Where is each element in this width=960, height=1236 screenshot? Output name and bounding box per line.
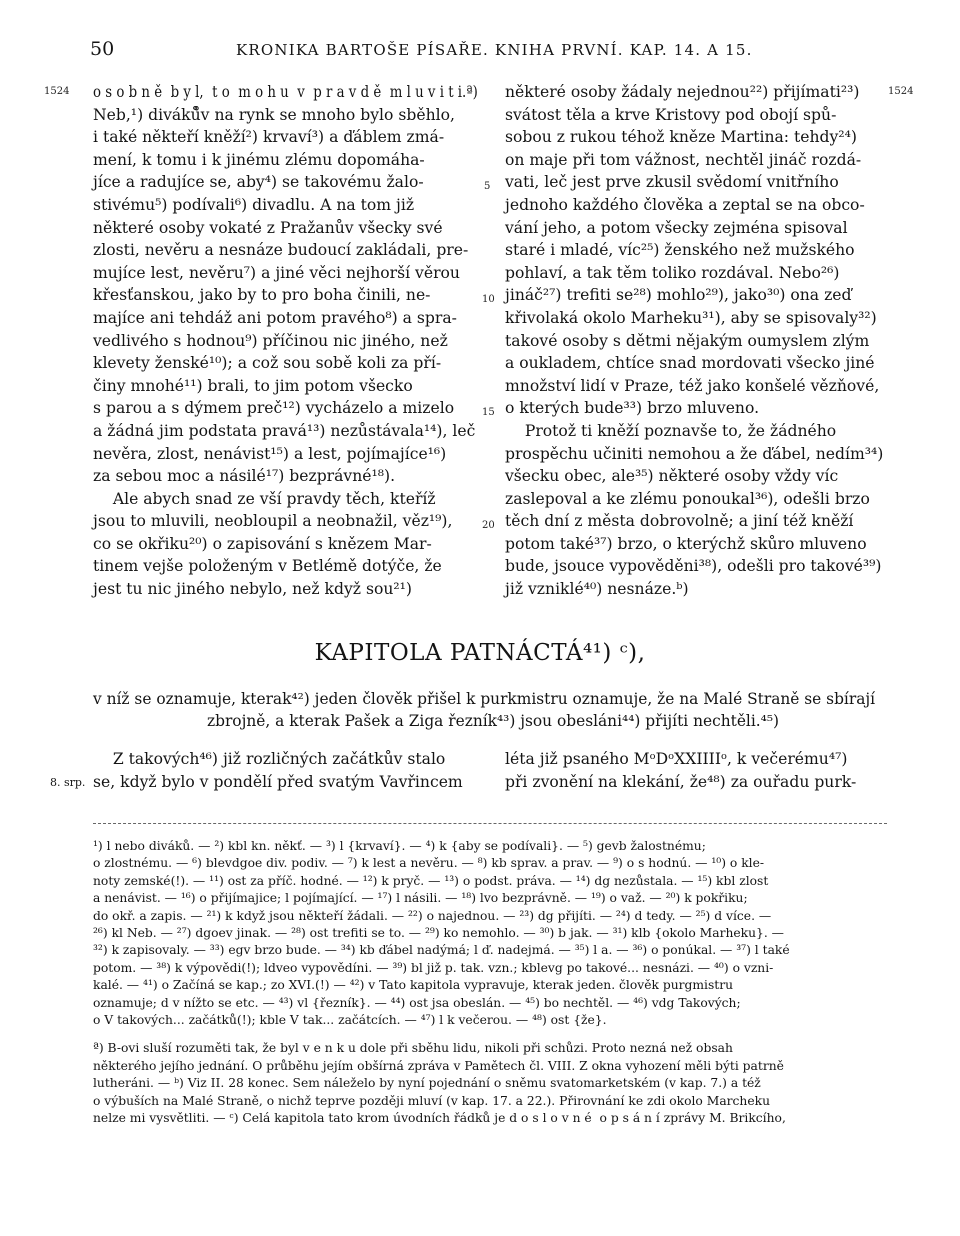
text-line: činy mnohé¹¹) brali, to jim potom všecko	[93, 376, 413, 395]
margin-year-left: 1524	[44, 86, 70, 97]
line-number-20: 20	[482, 520, 495, 531]
summary-line: zbrojně, a kterak Pašek a Ziga řezník⁴³) jsou obesláni⁴⁴) přijíti nechtěli.⁴⁵)	[206, 712, 780, 730]
text-line: a žádná jim podstata pravá¹³) nezůstávala¹⁴), leč	[93, 421, 476, 440]
text-line: Protož ti kněží poznavše to, že žádného	[505, 421, 837, 440]
chapter-intro-right	[505, 748, 887, 793]
line-number-5: 5	[484, 181, 491, 192]
chapter-intro-left	[93, 748, 478, 793]
text-line: léta již psaného MᵒDᵒXXIIIIᵒ, k večerému⁴⁷)	[505, 750, 848, 768]
text-line: zaslepoval a ke zlému ponoukal³⁶), odešli brzo	[505, 489, 870, 508]
text-line: těch dní z města dobrovolně; a jiní též kněží	[505, 512, 854, 531]
text-line: při zvonění na klekání, že⁴⁸) za ouřadu purk-	[505, 772, 857, 791]
text-line: se, když bylo v pondělí před svatým Vavřincem	[93, 772, 463, 791]
text-line: křivolaká okolo Marheku³¹), aby se spisovaly³²)	[505, 308, 877, 327]
text-line: potom také³⁷) brzo, o kterýchž skůro mluveno	[505, 534, 867, 553]
page-number: 50	[90, 38, 115, 60]
text-line: Z takových⁴⁶) již rozličných začátkův stalo	[93, 750, 446, 768]
note-line: některého jejího jednání. O průběhu jejím obšírná zpráva v Pamětech čl. VIII. Z okna vyhození měli býti patrně	[93, 1058, 784, 1073]
text-line: i také někteří kněží²) krvaví³) a ďáblem zmá-	[93, 128, 445, 147]
text-line: již vzniklé⁴⁰) nesnáze.ᵇ)	[505, 580, 689, 599]
text-line: Neb,¹) diváků̊v na rynk se mnoho bylo sběhlo,	[93, 105, 455, 124]
text-line: svátost těla a krve Kristovy pod obojí spů-	[505, 105, 837, 124]
text-line: křesťanskou, jako by to pro boha činili, ne-	[93, 286, 431, 305]
text-line: stivému⁵) podívali⁶) divadlu. A na tom již	[93, 195, 415, 214]
note-line: o výbuších na Malé Straně, o nichž teprve později mluví (v kap. 17. a 22.). Přirovnání ke zdi okolo Marcheku	[93, 1093, 770, 1108]
footnote-line: ²⁶) kl Neb. — ²⁷) dgoev jinak. — ²⁸) ost trefiti se to. — ²⁹) ko nemohlo. — ³⁰) b jak. — ³¹) klb {okolo Marheku}. —	[93, 926, 784, 941]
text-line: mení, k tomu i k jinému zlému dopomáha-	[93, 150, 425, 169]
text-line: a oukladem, chtíce snad mordovati všecko jiné	[505, 354, 875, 373]
footnote-line: a nenávist. — ¹⁶) o přijímajice; l pojímající. — ¹⁷) l násili. — ¹⁸) lvo bezprávně. — ¹⁹) o važ. — ²⁰) k pokřiku;	[93, 891, 748, 906]
footnote-line: ³²) k zapisovaly. — ³³) egv brzo bude. — ³⁴) kb ďábel nadýmá; l ď. nadejmá. — ³⁵) l a. — ³⁶) o ponúkal. — ³⁷) l také	[93, 943, 790, 958]
footnote-line: o V takových... začátků(!); kble V tak... začátcích. — ⁴⁷) l k večerou. — ⁴⁸) ost {že}.	[93, 1013, 607, 1028]
text-line: bude, jsouce vypověděni³⁸), odešli pro takové³⁹)	[505, 557, 882, 576]
chapter-summary	[93, 688, 893, 732]
text-line: množství lidí v Praze, též jako konšelé vězňové,	[505, 376, 880, 395]
note-line: ª) B-ovi sluší rozuměti tak, že byl v e n k u dole při sběhu lidu, nikoli při schůzi. Proto nezná než obsah	[93, 1041, 733, 1055]
summary-line: v níž se oznamuje, kterak⁴²) jeden člověk přišel k purkmistru oznamuje, že na Malé Straně se sbírají	[93, 690, 876, 708]
text-line: některé osoby žádaly nejednou²²) přijímati²³)	[505, 83, 860, 101]
text-line: prospěchu učiniti nemohou a že ďábel, nedím³⁴)	[505, 444, 884, 463]
line-number-10: 10	[482, 294, 495, 305]
text-line: jest tu nic jiného nebylo, než když sou²¹)	[93, 580, 412, 599]
running-head: KRONIKA BARTOŠE PÍSAŘE. KNIHA PRVNÍ. KAP. 14. A 15.	[236, 41, 753, 59]
text-line: jednoho každého člověka a zeptal se na obco-	[505, 195, 865, 214]
page-header	[86, 38, 878, 62]
text-line: majíce ani tehdáž ani potom pravého⁸) a spra-	[93, 308, 457, 327]
chapter-title: KAPITOLA PATNÁCTÁ⁴¹) ᶜ),	[314, 640, 646, 666]
right-column	[505, 81, 887, 601]
text-line: o s o b n ě b y l, t o m o h u v p r a v d ě m l u v i t i.ª)	[93, 83, 478, 101]
text-line: staré i mladé, víc²⁵) ženského než mužského	[505, 241, 855, 260]
text-line: o kterých bude³³) brzo mluveno.	[505, 399, 760, 418]
text-line: zlosti, nevěru a nesnáze budoucí zakládali, pre-	[93, 241, 469, 260]
footnote-line: do okř. a zapis. — ²¹) k když jsou někteří žádali. — ²²) o najednou. — ²³) dg přijíti. — ²⁴) d tedy. — ²⁵) d více. —	[93, 908, 772, 923]
footnote-line: noty zemské(!). — ¹¹) ost za příč. hodné. — ¹²) k pryč. — ¹³) o podst. práva. — ¹⁴) dg nezůstala. — ¹⁵) kbl zlost	[93, 873, 769, 888]
text-line: sobou z rukou téhož kněze Martina: tehdy²⁴)	[505, 128, 857, 147]
text-line: nevěra, zlost, nenávist¹⁵) a lest, pojímajíce¹⁶)	[93, 444, 447, 463]
left-column	[93, 81, 478, 601]
editorial-notes	[93, 1040, 893, 1128]
text-line: všecku obec, ale³⁵) některé osoby vždy víc	[505, 467, 839, 486]
text-line: vedlivého s hodnou⁹) příčinou nic jiného, než	[93, 331, 448, 350]
text-line: jináč²⁷) trefiti se²⁸) mohlo²⁹), jako³⁰) ona zeď	[505, 286, 852, 305]
text-line: jsou to mluvili, neobloupil a neobnažil, věz¹⁹),	[93, 512, 453, 531]
text-line: za sebou moc a násilé¹⁷) bezprávné¹⁸).	[93, 467, 396, 486]
margin-date: 8. srp.	[50, 776, 86, 789]
text-line: jíce a radujíce se, aby⁴) se takovému žalo-	[93, 173, 424, 192]
variant-footnotes	[93, 838, 893, 1029]
footnote-line: ¹) l nebo diváků. — ²) kbl kn. někť. — ³) l {krvaví}. — ⁴) k {aby se podívali}. — ⁵) gevb žalostnému;	[93, 839, 706, 853]
margin-year-right: 1524	[888, 86, 914, 97]
footnote-line: kalé. — ⁴¹) o Začíná se kap.; zo XVI.(!) — ⁴²) v Tato kapitola vypravuje, kterak jeden. člověk purgmistru	[93, 978, 734, 993]
text-line: on maje při tom vážnost, nechtěl jináč rozdá-	[505, 150, 862, 169]
note-line: nelze mi vysvětliti. — ᶜ) Celá kapitola tato krom úvodních řádků je d o s l o v n é o p s á n í zprávy M. Brikcího,	[93, 1111, 786, 1126]
text-line: vání jeho, a potom všecky zejména spisoval	[505, 218, 848, 237]
text-line: takové osoby s dětmi nějakým oumyslem zlým	[505, 331, 870, 350]
footnote-line: oznamuje; d v nížto se etc. — ⁴³) vl {řezník}. — ⁴⁴) ost jsa obeslán. — ⁴⁵) bo nechtěl. — ⁴⁶) vdg Takových;	[93, 995, 741, 1010]
footnote-line: potom. — ³⁸) k výpovědi(!); ldveo vypovědíni. — ³⁹) bl již p. tak. vzn.; kblevg po takové... nesnázi. — ⁴⁰) o vzni-	[93, 960, 774, 975]
text-line: Ale abych snad ze vší pravdy těch, kteříž	[93, 489, 436, 508]
text-line: mujíce lest, nevěru⁷) a jiné věci nejhorší věrou	[93, 263, 460, 282]
footnote-divider	[93, 823, 887, 824]
line-number-15: 15	[482, 407, 495, 418]
note-line: lutheráni. — ᵇ) Viz II. 28 konec. Sem náleželo by nyní pojednání o sněmu svatomarketském (v kap. 7.) a též	[93, 1076, 761, 1091]
text-line: klevety ženské¹⁰); a což sou sobě koli za pří-	[93, 354, 442, 373]
text-line: co se okřiku²⁰) o zapisování s knězem Mar-	[93, 534, 432, 553]
text-line: vati, leč jest prve zkusil svědomí vnitřního	[505, 173, 839, 192]
text-line: tinem vejše položeným v Betlémě dotýče, že	[93, 557, 442, 576]
text-line: některé osoby vokaté z Pražanův všecky své	[93, 218, 443, 237]
text-line: s parou a s dýmem preč¹²) vycházelo a mizelo	[93, 399, 455, 418]
footnote-line: o zlostnému. — ⁶) blevdgoe div. podiv. — ⁷) k lest a nevěru. — ⁸) kb sprav. a prav. — ⁹) o s hodnú. — ¹⁰) o kle-	[93, 856, 765, 871]
text-line: pohlaví, a tak těm toliko rozdával. Nebo²⁶)	[505, 263, 840, 282]
